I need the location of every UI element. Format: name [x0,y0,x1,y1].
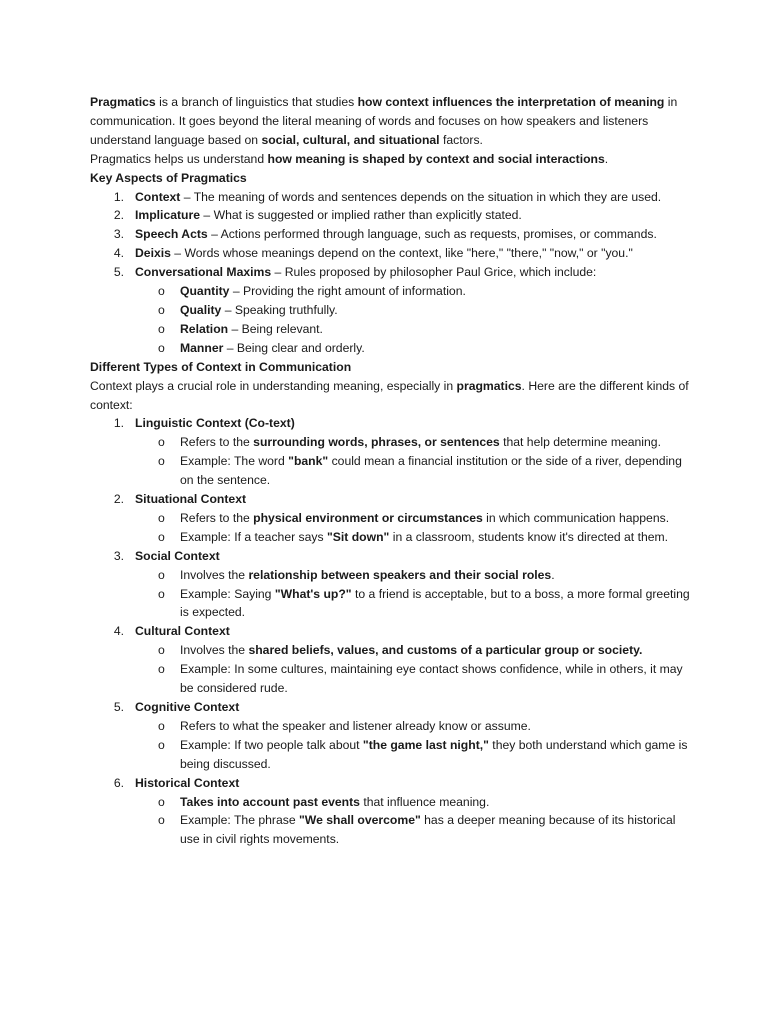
section-bullets [90,566,690,623]
bullet-icon: o [158,567,165,582]
list-item: o Quantity – Providing the right amount of information. [90,282,690,301]
context-section: 2. Situational Context [113,492,247,507]
section-bullets [90,641,690,698]
list-item: o Example: Saying "What's up?" to a friend is acceptable, but to a boss, a more formal greeting is expected. [158,586,690,620]
context-section: 5. Cognitive Context [113,700,240,714]
bullet-icon: o [158,529,165,544]
list-item: o Example: In some cultures, maintaining eye contact shows confidence, while in others, it may be considered rude. [158,662,683,696]
maxims-list [90,282,690,358]
context-section: 1. Linguistic Context (Co-text) [113,416,295,431]
list-item: o Example: The phrase "We shall overcome" has a deeper meaning because of its historical use in civil rights movements. [158,813,676,847]
bullet-icon: o [158,284,165,299]
bullet-icon: o [158,718,165,733]
bullet-icon: o [158,435,165,450]
bullet-icon: o [158,510,165,525]
bullet-icon: o [158,813,165,828]
list-item: 4. Deixis – Words whose meanings depend on the context, like "here," "there," "now," or "you." [113,246,633,261]
intro-paragraph: Pragmatics is a branch of linguistics that studies how context influences the interpretation of meaning in communication. It goes beyond the literal meaning of words and focuses on how speakers and listeners understand language based on social, cultural, and situational factors. [90,95,678,147]
list-item: o Refers to the physical environment or circumstances in which communication happens. [90,509,690,528]
list-item: 1. Context – The meaning of words and sentences depends on the situation in which they are used. [113,189,662,204]
context-section: 6. Historical Context [113,775,240,790]
list-item: o Manner – Being clear and orderly. [90,339,690,358]
bullet-icon: o [158,340,165,355]
list-item: 5. Conversational Maxims – Rules proposed by philosopher Paul Grice, which include: [113,265,597,280]
list-item: o Involves the shared beliefs, values, and customs of a particular group or society. [90,641,690,660]
list-item: o Refers to the surrounding words, phrases, or sentences that help determine meaning. [90,433,690,452]
list-item: o Takes into account past events that influence meaning. [90,793,690,812]
bullet-icon: o [158,662,165,677]
section-bullets [90,509,690,547]
document-page [90,93,690,849]
list-item: o Quality – Speaking truthfully. [90,301,690,320]
list-item: o Refers to what the speaker and listener already know or assume. [90,717,690,736]
bullet-icon: o [158,302,165,317]
summary-paragraph: Pragmatics helps us understand how meaning is shaped by context and social interactions. [90,151,609,166]
bullet-icon: o [158,454,165,469]
key-aspects-heading: Key Aspects of Pragmatics [90,170,247,185]
context-types-list [90,414,690,849]
list-item: 3. Speech Acts – Actions performed through language, such as requests, promises, or commands. [113,227,657,242]
list-item: o Example: The word "bank" could mean a financial institution or the side of a river, depending on the sentence. [158,454,682,488]
bullet-icon: o [158,321,165,336]
bullet-icon: o [158,643,165,658]
context-section: 4. Cultural Context [113,624,230,639]
bullet-icon: o [158,737,165,752]
list-item: 2. Implicature – What is suggested or implied rather than explicitly stated. [113,208,522,223]
section-bullets [90,433,690,490]
list-item: o Relation – Being relevant. [90,320,690,339]
key-aspects-list [90,188,690,283]
list-item: o Involves the relationship between speakers and their social roles. [90,566,690,585]
context-types-intro: Context plays a crucial role in understanding meaning, especially in pragmatics. Here are the different kinds of context: [90,378,689,412]
section-bullets [90,717,690,774]
bullet-icon: o [158,586,165,601]
context-section: 3. Social Context [113,548,220,563]
context-types-heading: Different Types of Context in Communication [90,359,352,374]
section-bullets [90,793,690,850]
list-item: o Example: If a teacher says "Sit down" in a classroom, students know it's directed at them. [90,528,690,547]
bullet-icon: o [158,794,165,809]
list-item: o Example: If two people talk about "the game last night," they both understand which game is being discussed. [158,737,688,771]
